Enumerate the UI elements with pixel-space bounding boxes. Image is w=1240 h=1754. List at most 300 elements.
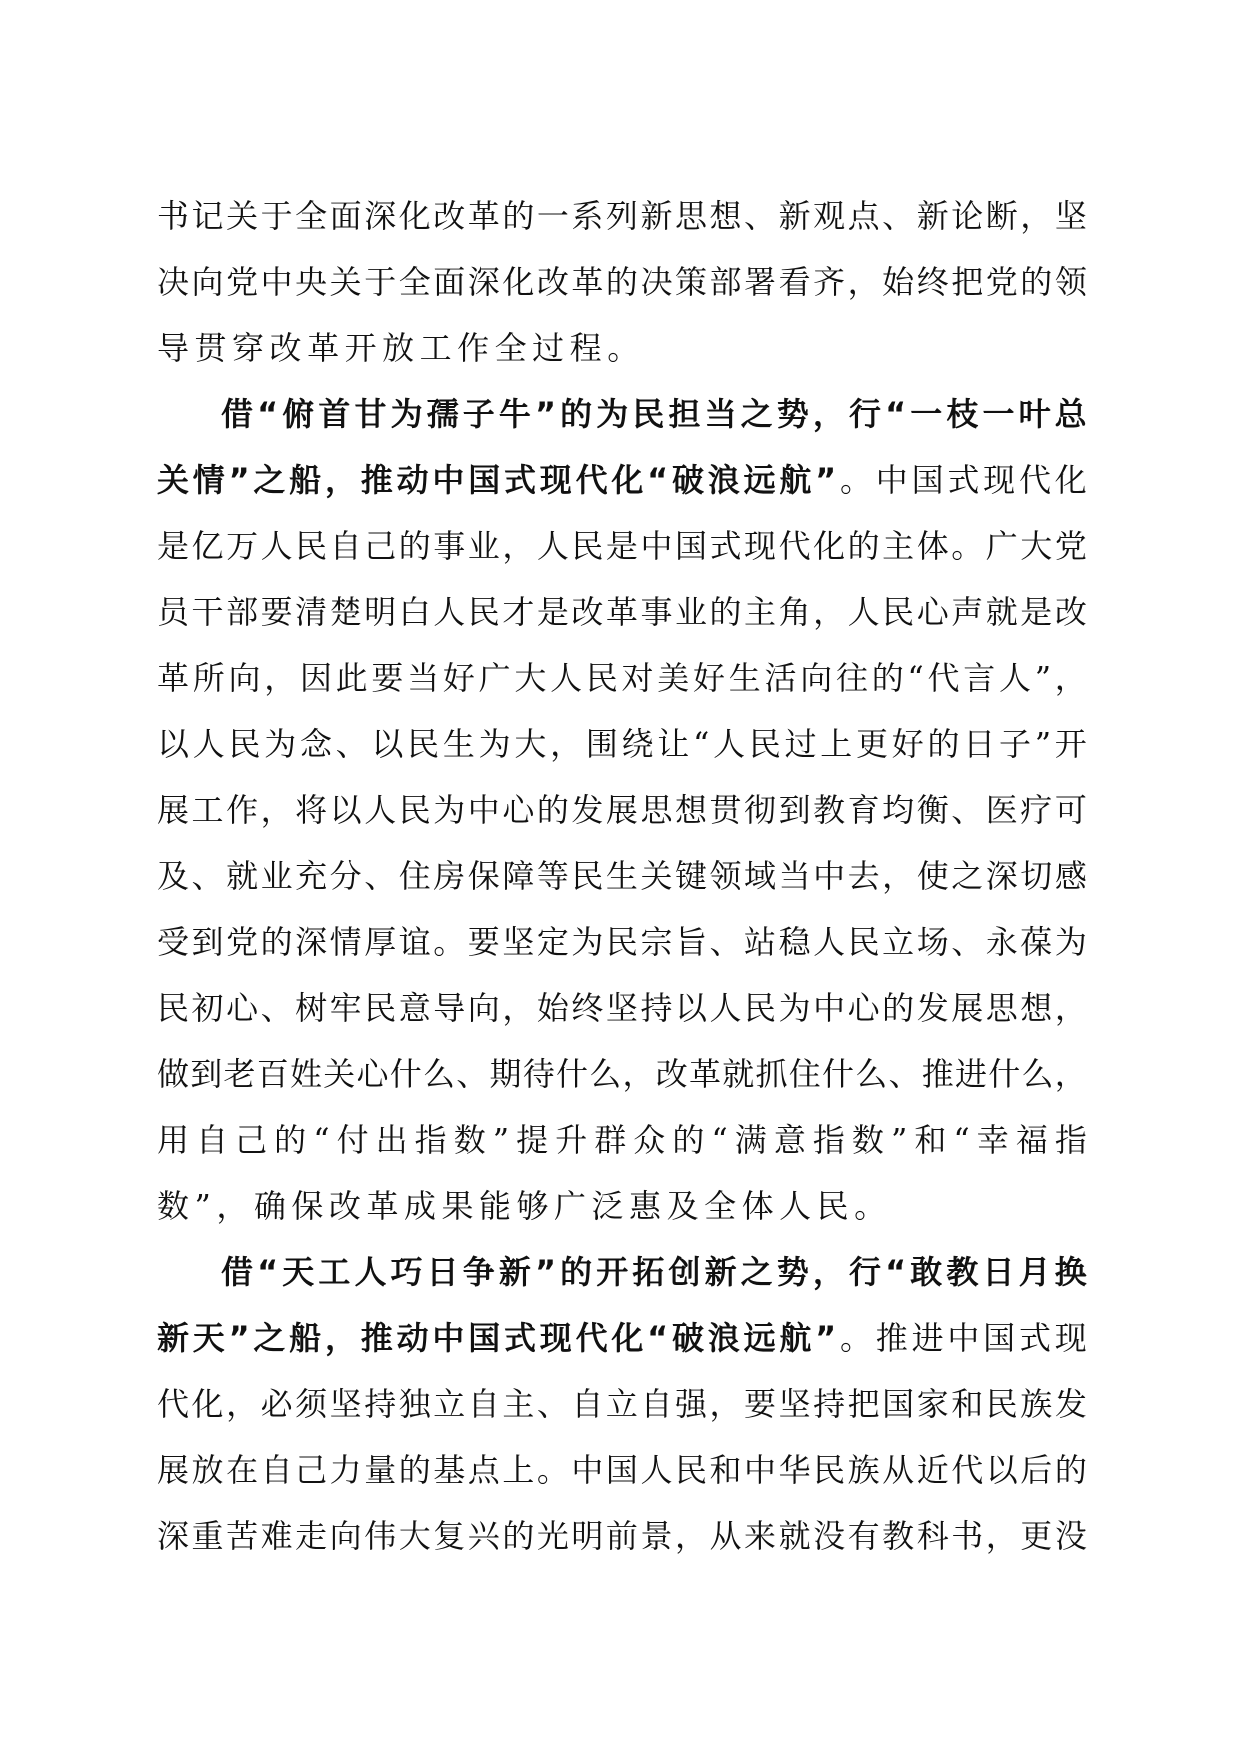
text-char: ， (674, 1517, 707, 1555)
text-char: 书 (951, 1517, 984, 1555)
bold-char: 现 (539, 1319, 572, 1357)
text-char: 化 (502, 263, 535, 301)
text-char: “ (907, 659, 924, 697)
text-char: 复 (433, 1517, 466, 1555)
text-char: 。 (839, 461, 872, 499)
text-char: 导 (157, 329, 195, 367)
text-char: 伟 (364, 1517, 397, 1555)
text-char: 立 (882, 923, 915, 961)
text-char: 推 (921, 1055, 954, 1093)
text-char: 日 (963, 725, 996, 763)
text-char: 、 (744, 197, 777, 235)
text-char: 民 (605, 923, 638, 961)
text-char: 厚 (364, 923, 397, 961)
text-char: 贯 (709, 791, 742, 829)
bold-char: 拓 (632, 1253, 665, 1291)
text-char: 用 (157, 1121, 190, 1159)
text-char: 工 (419, 329, 458, 367)
text-char: 民 (813, 1451, 846, 1489)
text-char: 展 (157, 1451, 190, 1489)
text-char: 福 (1015, 1121, 1048, 1159)
text-char: 党 (985, 263, 1018, 301)
bold-char: 中 (432, 461, 465, 499)
text-char: 键 (674, 857, 707, 895)
text-char: 想 (1020, 989, 1053, 1027)
text-char: 新 (916, 197, 949, 235)
text-line (157, 645, 1087, 711)
bold-char: 国 (468, 461, 501, 499)
text-char: 百 (256, 1055, 289, 1093)
bold-char: 势 (776, 1253, 809, 1291)
text-char: 以 (157, 725, 190, 763)
text-char: 作 (457, 329, 495, 367)
text-char: 自 (571, 1385, 604, 1423)
text-char: 均 (882, 791, 915, 829)
text-char: 民 (398, 791, 431, 829)
text-char: 国 (911, 461, 944, 499)
bold-char: “ (647, 461, 669, 499)
text-char: 保 (467, 857, 500, 895)
text-char: 导 (433, 989, 466, 1027)
text-char: 中 (467, 791, 500, 829)
text-char: 中 (571, 1451, 604, 1489)
text-char: 大 (398, 1517, 431, 1555)
text-char: 民 (467, 593, 500, 631)
text-char: 苦 (226, 1517, 259, 1555)
text-char: 全 (295, 197, 328, 235)
text-char: 的 (672, 1121, 705, 1159)
bold-char: 航 (779, 1319, 812, 1357)
text-char: 万 (226, 527, 259, 565)
bold-char: ” (535, 1253, 557, 1291)
bold-char: 工 (318, 1253, 351, 1291)
text-char: 思 (640, 791, 673, 829)
text-char: 自 (196, 1121, 229, 1159)
text-char: 的 (847, 527, 880, 565)
text-char: 深 (295, 923, 328, 961)
text-char: 央 (295, 263, 328, 301)
text-char: 贯 (194, 329, 233, 367)
bold-char: ， (812, 395, 845, 433)
text-char: 想 (709, 197, 742, 235)
text-line (157, 579, 1087, 645)
text-char: 党 (1054, 527, 1087, 565)
text-char: 家 (916, 1385, 949, 1423)
text-char: 明 (364, 593, 397, 631)
text-char: 改 (536, 263, 569, 301)
text-char: 生 (605, 857, 638, 895)
text-char: 人 (536, 527, 569, 565)
text-char: 的 (605, 263, 638, 301)
text-char: 把 (847, 1385, 880, 1423)
bold-char: 为 (596, 395, 629, 433)
text-char: 就 (722, 1055, 755, 1093)
text-char: “ (953, 1121, 970, 1159)
text-char: ， (622, 1055, 655, 1093)
bold-char: 民 (632, 395, 665, 433)
text-char: 活 (764, 659, 797, 697)
bold-char: 借 (221, 1253, 254, 1291)
bold-char: “ (885, 1253, 907, 1291)
text-char: 心 (502, 791, 535, 829)
bold-char: 浪 (707, 461, 740, 499)
text-char: 育 (847, 791, 880, 829)
text-char: 主 (744, 593, 777, 631)
text-char: ” (194, 1187, 217, 1225)
text-char: 分 (329, 857, 362, 895)
text-char: 域 (744, 857, 777, 895)
text-char: 情 (329, 923, 362, 961)
text-line (157, 843, 1087, 909)
text-char: 指 (414, 1121, 447, 1159)
bold-char: “ (647, 1319, 669, 1357)
text-char: 、 (191, 857, 224, 895)
bold-char: 新 (157, 1319, 190, 1357)
text-char: 念 (299, 725, 332, 763)
text-char: 待 (522, 1055, 555, 1093)
text-char: 自 (260, 1451, 293, 1489)
bold-char: 一 (910, 395, 943, 433)
text-char: 美 (657, 659, 690, 697)
text-line (157, 1239, 1087, 1305)
text-char: 衡 (916, 791, 949, 829)
text-char: 往 (835, 659, 868, 697)
text-char: 、 (335, 725, 368, 763)
text-char: 的 (1054, 1451, 1087, 1489)
text-line (157, 909, 1087, 975)
text-char: 全 (398, 263, 431, 301)
text-char: 改 (571, 593, 604, 631)
text-char: 子 (998, 725, 1031, 763)
text-char: 要 (744, 1385, 777, 1423)
bold-char: 化 (611, 461, 644, 499)
text-char: 才 (502, 593, 535, 631)
bold-char: ， (812, 1253, 845, 1291)
text-char: 明 (571, 1517, 604, 1555)
text-char: 系 (571, 197, 604, 235)
bold-char: 动 (396, 1319, 429, 1357)
bold-char: 之 (253, 1319, 286, 1357)
text-char: 。 (839, 1319, 872, 1357)
text-char: 要 (467, 923, 500, 961)
text-char: 业 (674, 593, 707, 631)
text-char: ” (1034, 725, 1052, 763)
bold-char: 新 (498, 1253, 531, 1291)
text-line (157, 1503, 1087, 1569)
text-line (157, 381, 1087, 447)
text-char: 果 (441, 1187, 479, 1225)
text-char: 革 (605, 593, 638, 631)
bold-char: 现 (539, 461, 572, 499)
text-char: 中 (813, 989, 846, 1027)
text-char: 部 (709, 263, 742, 301)
text-char: 穿 (232, 329, 270, 367)
text-char: 走 (295, 1517, 328, 1555)
text-char: 的 (882, 989, 915, 1027)
text-char: 坚 (605, 989, 638, 1027)
text-char: 人 (709, 989, 742, 1027)
text-char: 现 (744, 527, 777, 565)
text-char: 定 (536, 923, 569, 961)
text-char: ， (1020, 197, 1053, 235)
text-char: 心 (916, 593, 949, 631)
text-char: 己 (235, 1121, 268, 1159)
text-char: 为 (433, 791, 466, 829)
bold-char: 国 (468, 1319, 501, 1357)
text-char: 去 (847, 857, 880, 895)
text-char: 关 (226, 197, 259, 235)
bold-char: ， (325, 1319, 358, 1357)
bold-char: ” (535, 395, 557, 433)
text-char: 出 (375, 1121, 408, 1159)
text-char: 数 (851, 1121, 884, 1159)
text-char: 在 (226, 1451, 259, 1489)
text-char: 业 (467, 527, 500, 565)
text-char: ， (226, 1385, 259, 1423)
text-char: 言 (963, 659, 996, 697)
text-char: 可 (1054, 791, 1087, 829)
text-char: 人 (813, 923, 846, 961)
text-char: 党 (226, 923, 259, 961)
bold-char: 新 (704, 1253, 737, 1291)
text-char: 么 (855, 1055, 888, 1093)
text-char: 自 (640, 1385, 673, 1423)
bold-char: 的 (560, 395, 593, 433)
text-char: 以 (329, 791, 362, 829)
text-char: ， (264, 659, 297, 697)
bold-char: 首 (318, 395, 351, 433)
text-char: 于 (260, 197, 293, 235)
text-char: 指 (1054, 1121, 1087, 1159)
text-char: 主 (502, 1385, 535, 1423)
text-char: 和 (709, 1451, 742, 1489)
text-char: 化 (813, 527, 846, 565)
text-char: 决 (640, 263, 673, 301)
text-char: 教 (813, 791, 846, 829)
text-char: 力 (329, 1451, 362, 1489)
text-char: 广 (554, 1187, 592, 1225)
text-char: 事 (640, 593, 673, 631)
bold-char: 月 (1018, 1253, 1051, 1291)
bold-char: 化 (611, 1319, 644, 1357)
text-char: 化 (1054, 461, 1087, 499)
bold-char: 甘 (354, 395, 387, 433)
text-char: 国 (983, 1319, 1016, 1357)
text-char: 论 (951, 197, 984, 235)
text-char: ， (813, 593, 846, 631)
text-char: 树 (295, 989, 328, 1027)
bold-char: 换 (1054, 1253, 1087, 1291)
bold-char: ” (815, 1319, 837, 1357)
bold-char: 总 (1054, 395, 1087, 433)
text-char: 自 (329, 527, 362, 565)
text-char: 思 (674, 197, 707, 235)
text-char: ， (502, 527, 535, 565)
text-char: 关 (640, 857, 673, 895)
text-char: 干 (191, 593, 224, 631)
bold-char: 天 (282, 1253, 315, 1291)
bold-char: 中 (432, 1319, 465, 1357)
text-char: 人 (433, 593, 466, 631)
text-char: 的 (1020, 263, 1053, 301)
bold-char: 天 (192, 1319, 225, 1357)
text-char: 、 (951, 923, 984, 961)
bold-char: 孺 (426, 395, 459, 433)
text-char: 开 (1054, 725, 1087, 763)
text-char: 革 (571, 263, 604, 301)
text-char: 的 (709, 593, 742, 631)
text-char: 断 (985, 197, 1018, 235)
text-char: 事 (433, 527, 466, 565)
text-char: 基 (433, 1451, 466, 1489)
bold-char: 之 (740, 395, 773, 433)
text-char: 程 (569, 329, 608, 367)
text-line (157, 1107, 1087, 1173)
text-char: 为 (1054, 923, 1087, 961)
text-char: 更 (1020, 1517, 1053, 1555)
text-char: 感 (1054, 857, 1087, 895)
text-char: 心 (356, 1055, 389, 1093)
text-char: 群 (594, 1121, 627, 1159)
bold-char: 的 (560, 1253, 593, 1291)
text-char: 决 (157, 263, 190, 301)
text-char: 疗 (1020, 791, 1053, 829)
text-char: 国 (674, 527, 707, 565)
bold-char: 日 (426, 1253, 459, 1291)
text-char: 科 (916, 1517, 949, 1555)
text-char: 难 (260, 1517, 293, 1555)
text-char: 葆 (1020, 923, 1053, 961)
text-char: 初 (191, 989, 224, 1027)
text-char: 国 (882, 1385, 915, 1423)
text-char: 必 (260, 1385, 293, 1423)
text-char: 展 (951, 989, 984, 1027)
text-char: 持 (640, 989, 673, 1027)
text-char: 人 (260, 527, 293, 565)
text-char: 族 (847, 1451, 880, 1489)
bold-char: 创 (668, 1253, 701, 1291)
text-char: 的 (260, 923, 293, 961)
text-char: 的 (398, 1451, 431, 1489)
text-char: 式 (1018, 1319, 1051, 1357)
text-char: 终 (571, 989, 604, 1027)
text-char: 、 (536, 1385, 569, 1423)
text-char: 心 (847, 989, 880, 1027)
text-line (157, 1437, 1087, 1503)
bold-char: 俯 (282, 395, 315, 433)
text-line (157, 1173, 1087, 1239)
text-char: 抓 (755, 1055, 788, 1093)
text-char: 数 (157, 1187, 195, 1225)
text-char: 姓 (290, 1055, 323, 1093)
text-char: 什 (988, 1055, 1021, 1093)
text-char: 代 (951, 1451, 984, 1489)
text-char: ， (709, 1385, 742, 1423)
text-char: 以 (371, 725, 404, 763)
text-char: 楚 (329, 593, 362, 631)
text-char: 中 (640, 527, 673, 565)
text-char: “ (711, 1121, 728, 1159)
text-char: 什 (556, 1055, 589, 1093)
bold-char: “ (257, 395, 279, 433)
bold-char: 枝 (946, 395, 979, 433)
text-char: 强 (674, 1385, 707, 1423)
text-char: 指 (812, 1121, 845, 1159)
text-char: 当 (778, 857, 811, 895)
text-line (157, 315, 1087, 381)
text-char: 将 (295, 791, 328, 829)
text-char: 的 (536, 791, 569, 829)
text-char: 的 (398, 527, 431, 565)
text-char: ， (260, 791, 293, 829)
text-char: ， (1054, 989, 1087, 1027)
text-char: 须 (295, 1385, 328, 1423)
text-char: 此 (335, 659, 368, 697)
text-char: 全 (704, 1187, 742, 1225)
bold-char: 当 (704, 395, 737, 433)
text-char: 点 (847, 197, 880, 235)
text-char: 过 (784, 725, 817, 763)
text-char: 的 (274, 1121, 307, 1159)
text-char: 更 (856, 725, 889, 763)
text-char: 中 (813, 857, 846, 895)
text-char: 向 (228, 659, 261, 697)
text-char: 数 (453, 1121, 486, 1159)
text-char: 坚 (778, 1385, 811, 1423)
text-char: 主 (882, 527, 915, 565)
text-line (157, 1305, 1087, 1371)
text-char: 永 (985, 923, 1018, 961)
text-char: 众 (633, 1121, 666, 1159)
bold-char: 破 (671, 461, 704, 499)
text-char: 人 (640, 1451, 673, 1489)
bold-char: ， (325, 461, 358, 499)
bold-char: 式 (503, 461, 536, 499)
text-char: 声 (951, 593, 984, 631)
text-char: 是 (1020, 593, 1053, 631)
text-char: 大 (514, 659, 547, 697)
text-char: 宗 (640, 923, 673, 961)
text-char: 全 (494, 329, 533, 367)
text-char: 是 (157, 527, 190, 565)
text-char: 民 (744, 989, 777, 1027)
text-char: 所 (192, 659, 225, 697)
text-char: 好 (693, 659, 726, 697)
text-char: 好 (442, 659, 475, 697)
text-char: 向 (191, 263, 224, 301)
text-char: 深 (157, 1517, 190, 1555)
text-char: 思 (985, 989, 1018, 1027)
text-char: 改 (269, 329, 308, 367)
text-char: 齐 (813, 263, 846, 301)
text-char: 么 (589, 1055, 622, 1093)
text-char: 坚 (502, 923, 535, 961)
text-char: 么 (423, 1055, 456, 1093)
text-char: 领 (709, 857, 742, 895)
text-char: 为 (778, 989, 811, 1027)
text-char: 进 (911, 1319, 944, 1357)
text-char: 国 (605, 1451, 638, 1489)
text-char: 做 (157, 1055, 190, 1093)
text-char: 的 (502, 1517, 535, 1555)
text-char: 。 (536, 1451, 569, 1489)
text-char: 广 (478, 659, 511, 697)
text-line (157, 777, 1087, 843)
text-char: 够 (516, 1187, 555, 1225)
text-char: 意 (398, 989, 431, 1027)
text-char: 向 (467, 989, 500, 1027)
text-char: 看 (778, 263, 811, 301)
